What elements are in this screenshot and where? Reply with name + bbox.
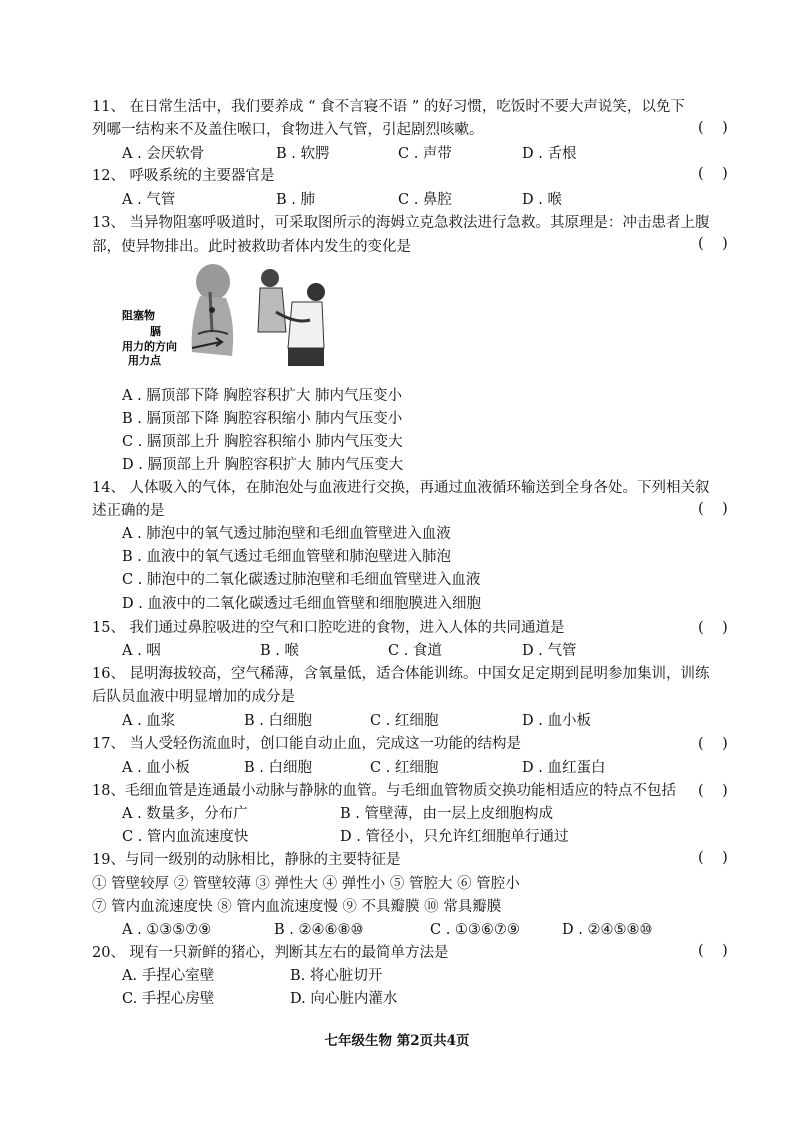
q17-option-b: B . 白细胞 xyxy=(244,760,312,776)
rescuer-body-shape xyxy=(258,288,286,332)
q11-option-b: B . 软腭 xyxy=(276,146,330,162)
q17-stem: 17、 当人受轻伤流血时，创口能自动止血，完成这一功能的结构是 xyxy=(92,736,522,752)
victim-body-shape xyxy=(288,302,324,348)
label-force-point: 用力点 xyxy=(128,354,161,367)
q14-option-c: C . 肺泡中的二氧化碳透过肺泡壁和毛细血管壁进入血液 xyxy=(122,572,481,588)
q20-answer-blank: ( ) xyxy=(698,943,728,959)
q14-option-d: D . 血液中的二氧化碳透过毛细血管壁和细胞膜进入细胞 xyxy=(122,596,481,612)
q16-option-c: C . 红细胞 xyxy=(370,713,439,729)
q20-option-c: C. 手捏心房壁 xyxy=(122,991,215,1007)
q13-stem-line1: 13、 当异物阻塞呼吸道时，可采取图所示的海姆立克急救法进行急救。其原理是：冲击患者上腹 xyxy=(92,215,710,231)
q19-answer-blank: ( ) xyxy=(698,850,728,866)
q11-option-a: A . 会厌软骨 xyxy=(122,146,205,162)
q19-option-c: C . ①③⑥⑦⑨ xyxy=(430,922,520,938)
profile-head-shape xyxy=(196,264,230,300)
q11-option-d: D . 舌根 xyxy=(522,146,577,162)
q16-option-a: A . 血浆 xyxy=(122,713,176,729)
q13-option-b: B . 膈顶部下降 胸腔容积缩小 肺内气压变小 xyxy=(122,411,403,427)
q20-option-d: D. 向心脏内灌水 xyxy=(290,991,398,1007)
q18-option-a: A . 数量多，分布广 xyxy=(122,806,248,822)
q19-option-d: D . ②④⑤⑧⑩ xyxy=(562,922,653,938)
page-footer: 七年级生物 第2页共4页 xyxy=(324,1033,470,1049)
q18-answer-blank: ( ) xyxy=(698,783,728,799)
q15-option-d: D . 气管 xyxy=(522,643,577,659)
q13-option-d: D . 膈顶部上升 胸腔容积扩大 肺内气压变大 xyxy=(122,457,404,473)
q17-option-c: C . 红细胞 xyxy=(370,760,439,776)
q20-option-b: B. 将心脏切开 xyxy=(290,968,383,984)
q18-option-c: C . 管内血流速度快 xyxy=(122,829,249,845)
q11-stem-line2: 列哪一结构来不及盖住喉口，食物进入气管，引起剧烈咳嗽。 xyxy=(92,122,484,138)
q19-features-line2: ⑦ 管内血流速度快 ⑧ 管内血流速度慢 ⑨ 不具瓣膜 ⑩ 常具瓣膜 xyxy=(92,899,502,915)
q17-answer-blank: ( ) xyxy=(698,736,728,752)
q13-option-a: A . 膈顶部下降 胸腔容积扩大 肺内气压变小 xyxy=(122,388,403,404)
q12-option-d: D . 喉 xyxy=(522,192,562,208)
q16-option-b: B . 白细胞 xyxy=(244,713,312,729)
q16-stem-line2: 后队员血液中明显增加的成分是 xyxy=(92,689,295,705)
q11-stem-line1: 11、 在日常生活中，我们要养成 “ 食不言寝不语 ” 的好习惯，吃饭时不要大声说笑，以免下 xyxy=(92,99,685,115)
q13-stem-line2: 部，使异物排出。此时被救助者体内发生的变化是 xyxy=(92,239,411,255)
heimlich-illustration xyxy=(120,262,330,372)
q16-stem-line1: 16、 昆明海拔较高，空气稀薄，含氧量低，适合体能训练。中国女足定期到昆明参加集训，训练 xyxy=(92,666,710,682)
q14-stem-line2: 述正确的是 xyxy=(92,503,165,519)
q19-option-b: B . ②④⑥⑧⑩ xyxy=(274,922,364,938)
q12-option-c: C . 鼻腔 xyxy=(398,192,452,208)
q13-option-c: C . 膈顶部上升 胸腔容积缩小 肺内气压变大 xyxy=(122,434,403,450)
q14-answer-blank: ( ) xyxy=(698,501,728,517)
q18-option-d: D . 管径小，只允许红细胞单行通过 xyxy=(340,829,569,845)
q14-option-b: B . 血液中的氧气透过毛细血管壁和肺泡壁进入肺泡 xyxy=(122,549,451,565)
q12-stem: 12、 呼吸系统的主要器官是 xyxy=(92,168,275,184)
q19-features-line1: ① 管壁较厚 ② 管壁较薄 ③ 弹性大 ④ 弹性小 ⑤ 管腔大 ⑥ 管腔小 xyxy=(92,876,520,892)
label-force-direction: 用力的方向 xyxy=(122,340,177,353)
q16-option-d: D . 血小板 xyxy=(522,713,591,729)
q13-answer-blank: ( ) xyxy=(698,236,728,252)
q19-stem: 19、与同一级别的动脉相比，静脉的主要特征是 xyxy=(92,852,401,868)
q17-option-d: D . 血红蛋白 xyxy=(522,760,606,776)
q17-option-a: A . 血小板 xyxy=(122,760,190,776)
q12-option-a: A . 气管 xyxy=(122,192,176,208)
q15-option-b: B . 喉 xyxy=(260,643,299,659)
q18-option-b: B . 管壁薄，由一层上皮细胞构成 xyxy=(340,806,553,822)
q15-option-c: C . 食道 xyxy=(388,643,442,659)
q20-option-a: A. 手捏心室壁 xyxy=(122,968,215,984)
heimlich-figure xyxy=(120,262,330,372)
q15-stem: 15、 我们通过鼻腔吸进的空气和口腔吃进的食物，进入人体的共同通道是 xyxy=(92,620,565,636)
rescuer-head-shape xyxy=(261,269,279,287)
q11-option-c: C . 声带 xyxy=(398,146,452,162)
q14-stem-line1: 14、 人体吸入的气体，在肺泡处与血液进行交换，再通过血液循环输送到全身各处。下列相关叙 xyxy=(92,480,710,496)
label-obstruction: 阻塞物 xyxy=(122,309,155,322)
label-diaphragm: 膈 xyxy=(150,325,161,338)
q20-stem: 20、 现有一只新鲜的猪心，判断其左右的最简单方法是 xyxy=(92,945,449,961)
q18-stem: 18、毛细血管是连通最小动脉与静脉的血管。与毛细血管物质交换功能相适应的特点不包括 xyxy=(92,783,676,799)
q12-answer-blank: ( ) xyxy=(698,166,728,182)
victim-shorts-shape xyxy=(288,348,324,366)
victim-head-shape xyxy=(307,283,325,301)
q15-option-a: A . 咽 xyxy=(122,643,161,659)
q19-option-a: A . ①③⑤⑦⑨ xyxy=(122,922,212,938)
q11-answer-blank: ( ) xyxy=(698,120,728,136)
q14-option-a: A . 肺泡中的氧气透过肺泡壁和毛细血管壁进入血液 xyxy=(122,526,451,542)
q15-answer-blank: ( ) xyxy=(698,620,728,636)
obstruction-shape xyxy=(209,307,215,313)
q12-option-b: B . 肺 xyxy=(276,192,315,208)
